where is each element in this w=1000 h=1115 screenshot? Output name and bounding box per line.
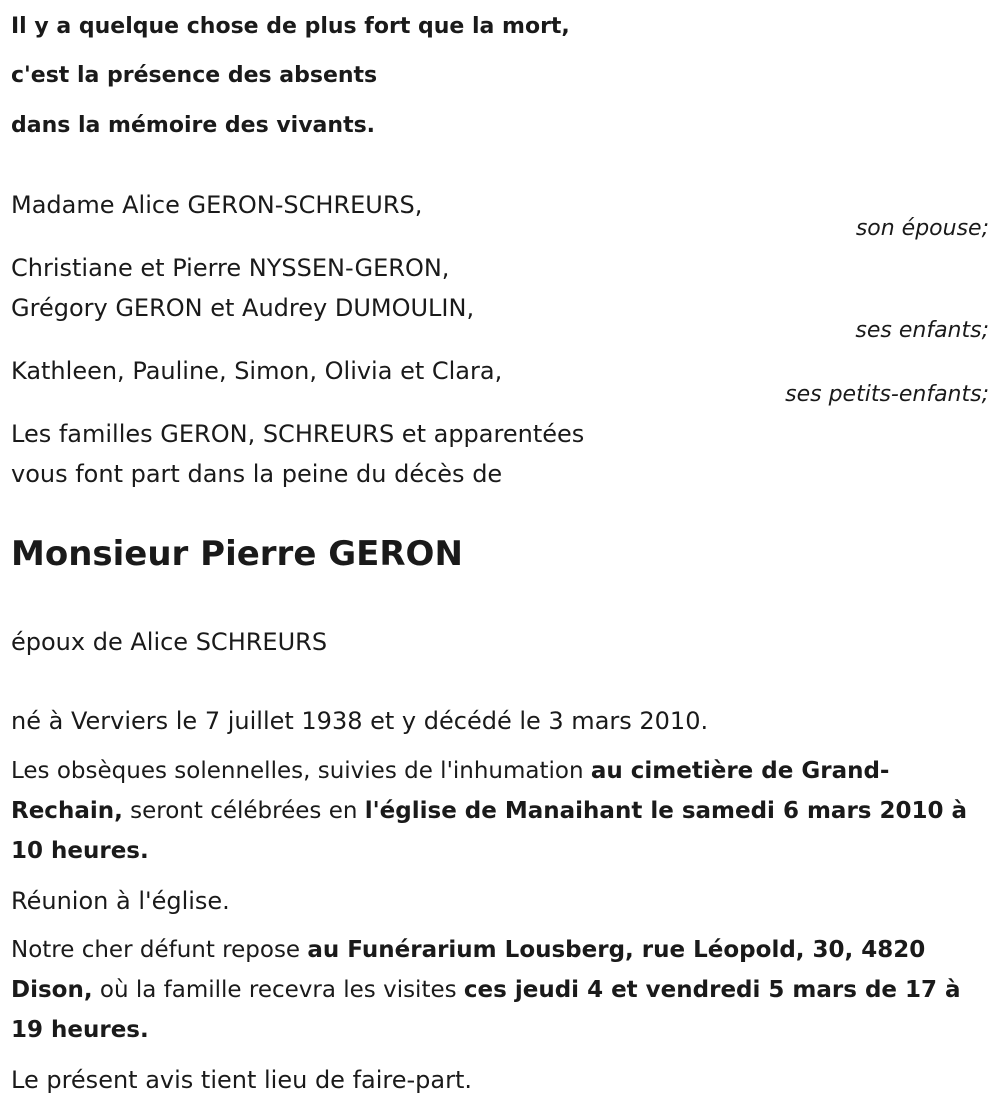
spouse-name: Madame Alice GERON-SCHREURS, [11,191,423,219]
visitation-times: ces jeudi 4 et vendredi 5 mars de 17 à 19 heures. [11,977,961,1043]
deceased-name: Monsieur Pierre GERON [11,534,463,574]
funeral-text-c: seront célébrées en [122,798,365,824]
quote-line-3: dans la mémoire des vivants. [11,113,376,138]
visitation-text-c: où la famille recevra les visites [92,977,464,1003]
funeral-home-address: au Funérarium Lousberg, rue Léopold, 30, 4820 Dison, [11,937,926,1003]
children-line-2: Grégory GERON et Audrey DUMOULIN, [11,294,475,322]
visitation-text-a: Notre cher défunt repose [11,937,308,963]
quote-line-2: c'est la présence des absents [11,63,378,88]
notice-footer: Le présent avis tient lieu de faire-part. [11,1066,473,1094]
spouse-role: son épouse; [855,216,989,241]
families-line-1: Les familles GERON, SCHREURS et apparentées [11,420,585,448]
families-line-2: vous font part dans la peine du décès de [11,460,503,488]
reunion-note: Réunion à l'église. [11,887,230,915]
spouse-of: époux de Alice SCHREURS [11,628,328,656]
grandchildren-names: Kathleen, Pauline, Simon, Olivia et Clara, [11,357,503,385]
funeral-paragraph [11,751,991,871]
grandchildren-role: ses petits-enfants; [785,382,989,407]
birth-death: né à Verviers le 7 juillet 1938 et y décédé le 3 mars 2010. [11,707,709,735]
visitation-paragraph [11,930,991,1050]
children-line-1: Christiane et Pierre NYSSEN-GERON, [11,254,450,282]
cemetery-location: au cimetière de Grand-Rechain, [11,758,890,824]
children-role: ses enfants; [855,318,989,343]
quote-line-1: Il y a quelque chose de plus fort que la mort, [11,14,570,39]
funeral-text-a: Les obsèques solennelles, suivies de l'inhumation [11,758,591,784]
church-service-details: l'église de Manaihant le samedi 6 mars 2010 à 10 heures. [11,798,968,864]
